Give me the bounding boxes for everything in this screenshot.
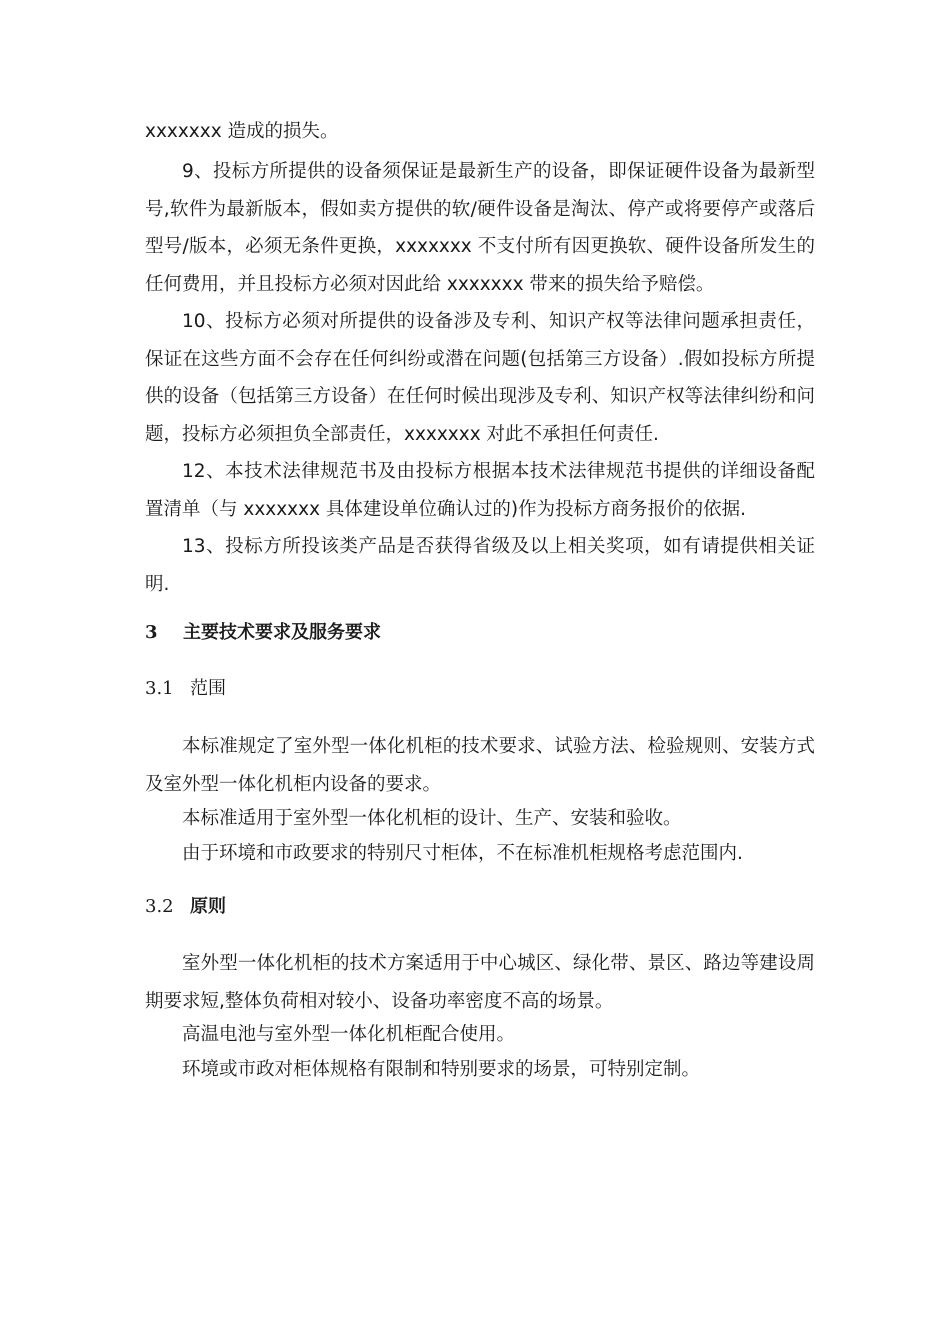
section-3-1-title: 范围 [190,678,226,699]
section-3-1-paragraph-2: 本标准适用于室外型一体化机柜的设计、生产、安装和验收。 [182,808,682,829]
section-3-1-number: 3.1 [145,678,174,699]
section-3-1-heading [145,676,226,702]
paragraph-item-12: 12、本技术法律规范书及由投标方根据本技术法律规范书提供的详细设备配置清单（与 xxxxxxx 具体建设单位确认过的)作为投标方商务报价的依据. [145,461,815,520]
paragraph-loss-continuation: xxxxxxx 造成的损失。 [145,121,339,142]
section-3-heading [145,620,381,646]
section-3-2-paragraph-2: 高温电池与室外型一体化机柜配合使用。 [182,1024,516,1045]
paragraph-item-10: 10、投标方必须对所提供的设备涉及专利、知识产权等法律问题承担责任，保证在这些方面不会存在任何纠纷或潜在问题(包括第三方设备）.假如投标方所提供的设备（包括第三方设备）在任何时候出现涉及专利、知识产权等法律纠纷和问题，投标方必须担负全部责任，xxxxxxx 对此不承担任何责任. [145,311,815,445]
paragraph-item-13: 13、投标方所投该类产品是否获得省级及以上相关奖项，如有请提供相关证明. [145,536,815,595]
section-3-2-paragraph-1: 室外型一体化机柜的技术方案适用于中心城区、绿化带、景区、路边等建设周期要求短,整体负荷相对较小、设备功率密度不高的场景。 [145,953,815,1012]
section-3-2-title: 原则 [190,896,226,917]
section-3-number: 3 [145,622,158,643]
section-3-2-number: 3.2 [145,896,174,917]
section-3-1-paragraph-3: 由于环境和市政要求的特别尺寸柜体，不在标准机柜规格考虑范围内. [182,843,743,864]
section-3-1-paragraph-1: 本标准规定了室外型一体化机柜的技术要求、试验方法、检验规则、安装方式及室外型一体化机柜内设备的要求。 [145,736,815,795]
section-3-title: 主要技术要求及服务要求 [183,622,381,643]
section-3-2-heading [145,894,226,920]
section-3-2-paragraph-3: 环境或市政对柜体规格有限制和特别要求的场景，可特别定制。 [182,1059,701,1080]
paragraph-item-9: 9、投标方所提供的设备须保证是最新生产的设备，即保证硬件设备为最新型号,软件为最新版本，假如卖方提供的软/硬件设备是淘汰、停产或将要停产或落后型号/版本，必须无条件更换，xxxxxxx 不支付所有因更换软、硬件设备所发生的任何费用，并且投标方必须对因此给 xxxxxxx 带来的损失给予赔偿。 [145,161,815,295]
